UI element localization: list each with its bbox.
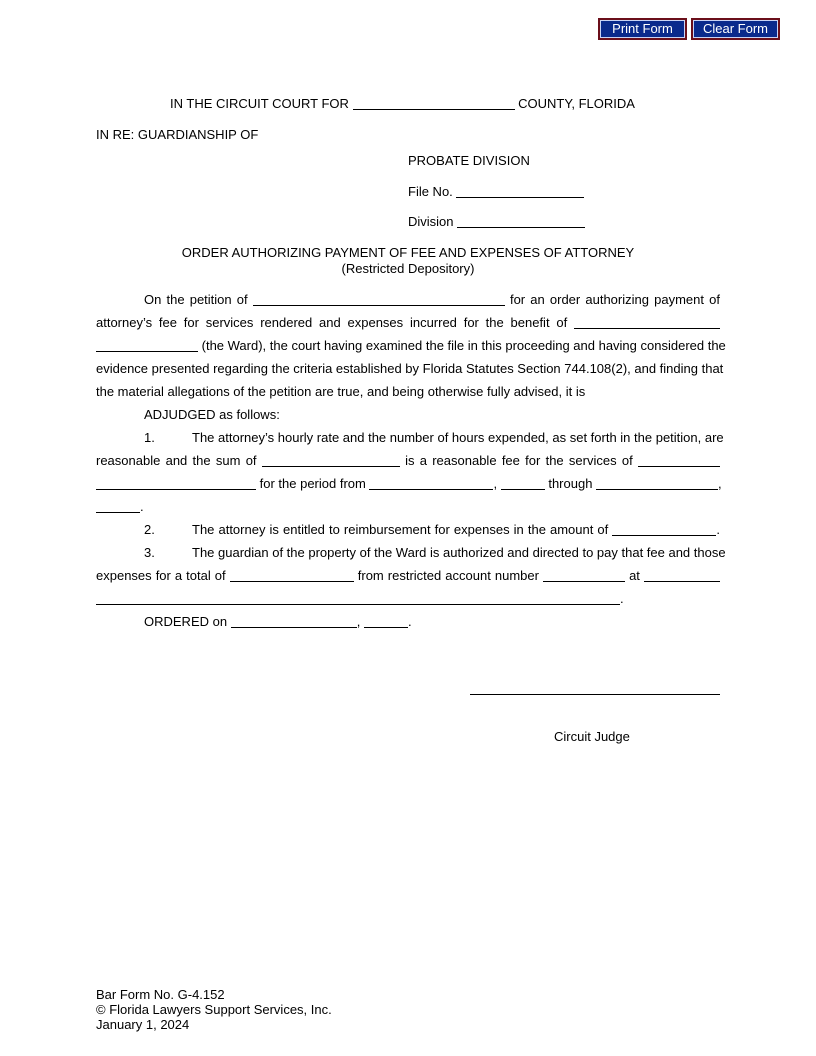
expenses-amount-field[interactable]	[612, 522, 716, 536]
period-through-field[interactable]	[596, 476, 718, 490]
county-field[interactable]	[353, 96, 515, 110]
body-line: for the period from , through ,	[96, 472, 720, 495]
body-line: evidence presented regarding the criteria established by Florida Statutes Section 744.108(2), and finding that	[96, 361, 724, 376]
attorney-field[interactable]	[638, 453, 720, 467]
item-1: 1. The attorney’s hourly rate and the number of hours expended, as set forth in the petition, are	[144, 430, 724, 445]
file-no-field[interactable]	[456, 184, 584, 198]
body-line: the material allegations of the petition are true, and being otherwise fully advised, it is	[96, 384, 586, 399]
adjudged-line: ADJUDGED as follows:	[144, 407, 280, 422]
item-2: 2. The attorney is entitled to reimbursement for expenses in the amount of .	[144, 522, 720, 537]
account-number-field[interactable]	[543, 568, 625, 582]
circuit-judge-label: Circuit Judge	[554, 729, 630, 744]
body-line: On the petition of for an order authorizing payment of	[144, 292, 720, 307]
depository-field[interactable]	[644, 568, 720, 582]
ordered-year-field[interactable]	[364, 614, 408, 628]
ordered-date-field[interactable]	[231, 614, 357, 628]
division-field[interactable]	[457, 214, 585, 228]
document-subtitle: (Restricted Depository)	[341, 261, 475, 276]
body-line: (the Ward), the court having examined the file in this proceeding and having considered the	[96, 334, 720, 357]
item-3: 3. The guardian of the property of the Ward is authorized and directed to pay that fee and those	[144, 545, 726, 560]
document-title: ORDER AUTHORIZING PAYMENT OF FEE AND EXPENSES OF ATTORNEY	[181, 245, 635, 260]
form-number: Bar Form No. G-4.152	[96, 987, 225, 1002]
clear-form-button[interactable]: Clear Form	[691, 18, 780, 40]
body-line: .	[96, 587, 720, 610]
court-heading: IN THE CIRCUIT COURT FOR COUNTY, FLORIDA	[170, 96, 635, 111]
petitioner-field[interactable]	[253, 292, 505, 306]
period-from-field[interactable]	[369, 476, 493, 490]
fee-amount-field[interactable]	[262, 453, 400, 467]
total-amount-field[interactable]	[230, 568, 354, 582]
body-line: expenses for a total of from restricted account number at	[96, 564, 720, 587]
ward-field[interactable]	[96, 338, 198, 352]
period-through-year-field[interactable]	[96, 499, 140, 513]
judge-signature-line[interactable]	[470, 694, 720, 695]
in-re-label: IN RE: GUARDIANSHIP OF	[96, 127, 259, 142]
attorney-field-continued[interactable]	[96, 476, 256, 490]
copyright: © Florida Lawyers Support Services, Inc.	[96, 1002, 332, 1017]
order-body	[96, 288, 726, 633]
print-form-button[interactable]: Print Form	[598, 18, 687, 40]
body-line: reasonable and the sum of is a reasonable fee for the services of	[96, 449, 720, 472]
form-date: January 1, 2024	[96, 1017, 190, 1032]
file-no-row: File No.	[408, 184, 584, 199]
division-row: Division	[408, 214, 585, 229]
body-line: .	[96, 495, 720, 518]
depository-field-continued[interactable]	[96, 591, 620, 605]
body-line: attorney’s fee for services rendered and expenses incurred for the benefit of	[96, 311, 720, 334]
period-from-year-field[interactable]	[501, 476, 545, 490]
probate-division-label: PROBATE DIVISION	[408, 153, 530, 168]
beneficiary-field[interactable]	[574, 315, 720, 329]
ordered-line: ORDERED on , .	[144, 614, 412, 629]
